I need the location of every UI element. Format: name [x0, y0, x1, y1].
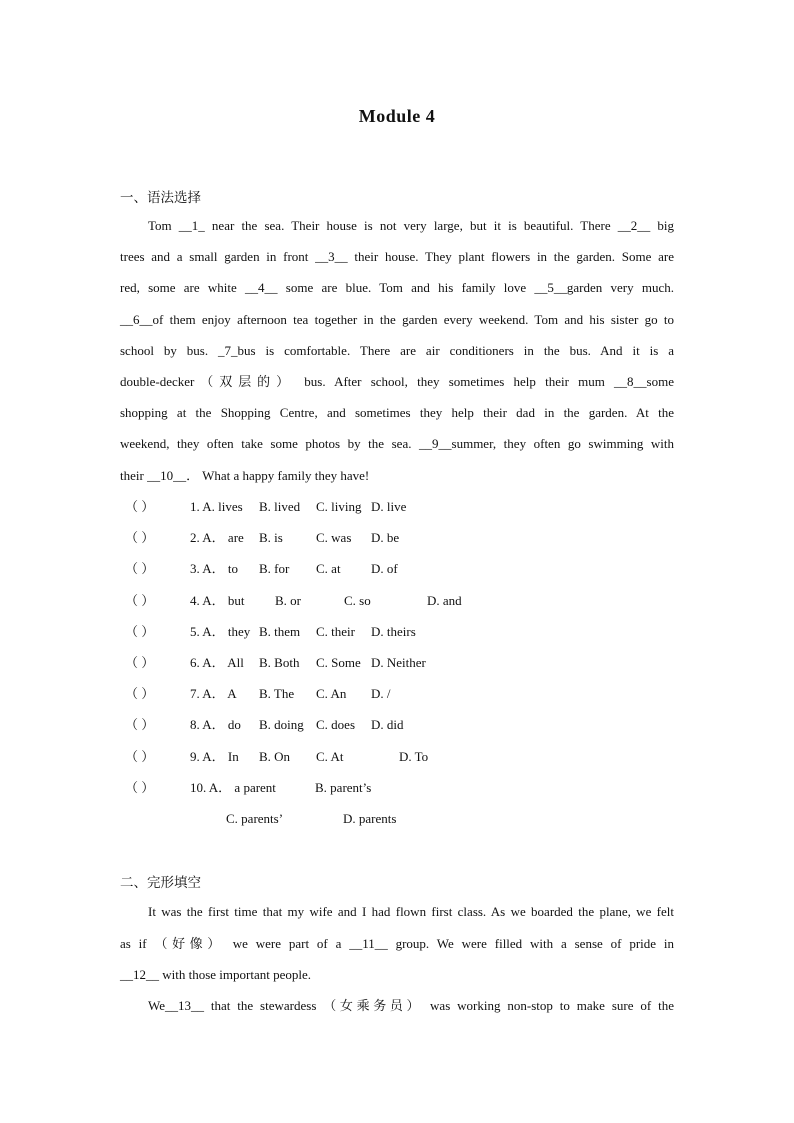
question-2-option-d: D. be — [371, 530, 400, 545]
question-1-option-c: C. living — [316, 499, 362, 514]
question-10-option-b: B. parent’s — [315, 780, 372, 795]
question-8-option-b: B. doing — [259, 717, 304, 732]
question-3-option-d: D. of — [371, 561, 398, 576]
question-10-option-d: D. parents — [343, 811, 397, 826]
answer-blank-7[interactable]: （ ） — [125, 686, 155, 701]
cloze-line-3: __12__ with those important people. — [120, 967, 312, 982]
question-8-option-d: D. did — [371, 717, 404, 732]
question-5-option-c: C. their — [316, 624, 355, 639]
answer-blank-10[interactable]: （ ） — [125, 780, 155, 795]
question-1-option-a: 1. A. lives — [190, 499, 243, 514]
question-7-option-c: C. An — [316, 686, 347, 701]
answer-blank-5[interactable]: （ ） — [125, 624, 155, 639]
section-1-heading: 一、语法选择 — [120, 190, 201, 206]
question-6-option-a: 6. A． All — [190, 655, 244, 670]
question-9-option-b: B. On — [259, 749, 291, 764]
question-1-option-d: D. live — [371, 499, 407, 514]
question-6-option-b: B. Both — [259, 655, 300, 670]
passage-line-5: school by bus. _7_bus is comfortable. There are air conditioners in the bus. And it is a — [120, 343, 674, 358]
passage-line-9: their __10__． What a happy family they have! — [120, 468, 370, 483]
passage-line-4: __6__of them enjoy afternoon tea together in the garden every weekend. Tom and his sister go to — [120, 312, 674, 327]
answer-blank-3[interactable]: （ ） — [125, 561, 155, 576]
question-5-option-d: D. theirs — [371, 624, 416, 639]
answer-blank-8[interactable]: （ ） — [125, 717, 155, 732]
question-10-option-c: C. parents’ — [226, 811, 284, 826]
question-3-option-c: C. at — [316, 561, 341, 576]
passage-line-3: red, some are white __4__ some are blue. Tom and his family love __5__garden very much. — [120, 280, 674, 295]
cloze-line-1: It was the first time that my wife and I had flown first class. As we boarded the plane, we felt — [148, 904, 674, 919]
question-9-option-d: D. To — [399, 749, 429, 764]
page-title: Module 4 — [358, 106, 436, 126]
passage-line-1: Tom __1_ near the sea. Their house is not very large, but it is beautiful. There __2__ big — [148, 218, 674, 233]
question-4-option-b: B. or — [275, 593, 301, 608]
passage-line-8: weekend, they often take some photos by the sea. __9__summer, they often go swimming with — [120, 436, 674, 451]
question-2-option-a: 2. A． are — [190, 530, 244, 545]
question-7-option-d: D. / — [371, 686, 391, 701]
question-8-option-c: C. does — [316, 717, 355, 732]
question-4-option-c: C. so — [344, 593, 371, 608]
question-4-option-d: D. and — [427, 593, 462, 608]
question-10-option-a: 10. A． a parent — [190, 780, 276, 795]
answer-blank-9[interactable]: （ ） — [125, 749, 155, 764]
question-5-option-b: B. them — [259, 624, 301, 639]
passage-line-7: shopping at the Shopping Centre, and sometimes they help their dad in the garden. At the — [120, 405, 674, 420]
question-7-option-b: B. The — [259, 686, 295, 701]
question-2-option-c: C. was — [316, 530, 352, 545]
passage-line-2: trees and a small garden in front __3__ their house. They plant flowers in the garden. Some are — [120, 249, 674, 264]
section-2-heading: 二、完形填空 — [120, 875, 201, 891]
question-6-option-c: C. Some — [316, 655, 361, 670]
question-6-option-d: D. Neither — [371, 655, 426, 670]
question-4-option-a: 4. A． but — [190, 593, 245, 608]
question-5-option-a: 5. A． they — [190, 624, 251, 639]
answer-blank-1[interactable]: （ ） — [125, 499, 155, 514]
question-3-option-a: 3. A． to — [190, 561, 239, 576]
question-8-option-a: 8. A． do — [190, 717, 241, 732]
question-7-option-a: 7. A． A — [190, 686, 237, 701]
question-3-option-b: B. for — [259, 561, 290, 576]
answer-blank-2[interactable]: （ ） — [125, 530, 155, 545]
answer-blank-6[interactable]: （ ） — [125, 655, 155, 670]
question-2-option-b: B. is — [259, 530, 283, 545]
question-9-option-a: 9. A． In — [190, 749, 239, 764]
answer-blank-4[interactable]: （ ） — [125, 593, 155, 608]
question-1-option-b: B. lived — [259, 499, 301, 514]
cloze-line-2: as if （好像） we were part of a __11__ group. We were filled with a sense of pride in — [120, 936, 674, 951]
cloze-line-4: We__13__ that the stewardess （女乘务员） was working non-stop to make sure of the — [148, 998, 674, 1013]
question-9-option-c: C. At — [316, 749, 344, 764]
passage-line-6: double-decker（双层的） bus. After school, they sometimes help their mum __8__some — [120, 374, 674, 389]
